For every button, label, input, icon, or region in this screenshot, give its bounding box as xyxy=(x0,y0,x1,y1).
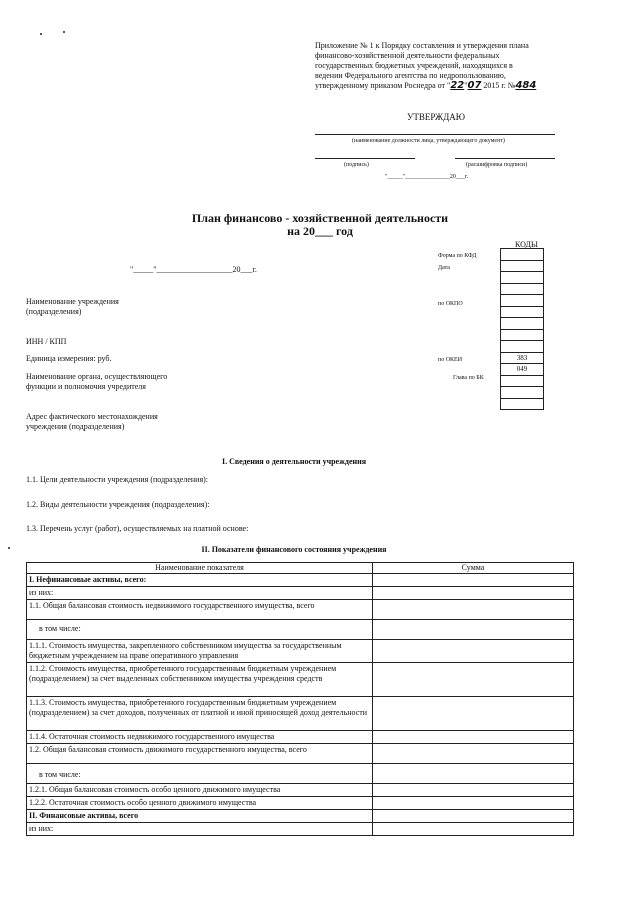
code-cell xyxy=(501,283,544,295)
section2-title: II. Показатели финансового состояния учреждения xyxy=(201,545,387,554)
order-year: 2015 г. № xyxy=(481,81,516,90)
row-label: 1.1.2. Стоимость имущества, приобретенного государственным бюджетным учреждением (подразделением) за счет выделенных собственником имущества учреждения средств xyxy=(27,663,373,697)
okei-label: по ОКЕИ xyxy=(438,357,463,363)
code-okei-cell: 383 xyxy=(501,352,544,364)
organ-line-1: Наименование органа, осуществляющего xyxy=(26,372,168,381)
address-line-1: Адрес фактического местонахождения xyxy=(26,412,158,421)
plan-date-line: "_____"___________________20___г. xyxy=(130,265,257,274)
code-date-cell xyxy=(501,260,544,272)
row-label: 1.1.1. Стоимость имущества, закрепленного собственником имущества за государственным бюджетным учреждением на праве оперативного управления xyxy=(27,640,373,663)
code-cell xyxy=(501,272,544,284)
appendix-line-1: Приложение № 1 к Порядку составления и утверждения плана xyxy=(315,41,529,50)
row-label: 1.1.3. Стоимость имущества, приобретенного государственным бюджетным учреждением (подразделением) за счет доходов, полученных от платной и иной приносящей доход деятельности xyxy=(27,697,373,731)
organ-label xyxy=(26,372,167,392)
institution-label xyxy=(26,297,119,317)
table-row xyxy=(27,600,574,620)
address-line-2: учреждения (подразделения) xyxy=(26,422,125,431)
table-row xyxy=(27,620,574,640)
organ-line-2: функции и полномочия учредителя xyxy=(26,382,146,391)
address-label xyxy=(26,412,158,432)
section1-item-2: 1.2. Виды деятельности учреждения (подразделения): xyxy=(26,500,210,509)
code-cell xyxy=(501,318,544,330)
approve-title: УТВЕРЖДАЮ xyxy=(407,112,466,122)
order-number: 484 xyxy=(515,80,537,91)
scan-speck xyxy=(63,31,65,33)
sum-cell xyxy=(373,764,574,784)
table-row xyxy=(27,823,574,836)
date-label: Дата xyxy=(438,265,450,271)
unit-label: Единица измерения: руб. xyxy=(26,354,112,363)
signature-line xyxy=(315,158,415,159)
sum-cell xyxy=(373,600,574,620)
codes-header: КОДЫ xyxy=(515,240,538,249)
sum-cell xyxy=(373,697,574,731)
appendix-line-5 xyxy=(315,81,615,91)
institution-line-2: (подразделения) xyxy=(26,307,82,316)
row-label: 1.2.1. Общая балансовая стоимость особо ценного движимого имущества xyxy=(27,784,373,797)
inn-label: ИНН / КПП xyxy=(26,337,67,346)
appendix-line-3: государственных бюджетных учреждений, находящихся в xyxy=(315,61,513,70)
appendix-line-2: финансово-хозяйственной деятельности федеральных xyxy=(315,51,500,60)
row-label: 1.2. Общая балансовая стоимость движимого государственного имущества, всего xyxy=(27,744,373,764)
approve-date-line: "_____"_______________20___г. xyxy=(385,174,469,180)
sum-cell xyxy=(373,574,574,587)
row-label: из них: xyxy=(27,587,373,600)
sum-cell xyxy=(373,784,574,797)
sum-cell xyxy=(373,587,574,600)
code-cell xyxy=(501,341,544,353)
row-label: в том числе: xyxy=(27,620,373,640)
table-row xyxy=(27,663,574,697)
table-row xyxy=(27,764,574,784)
row-label: 1.2.2. Остаточная стоимость особо ценного движимого имущества xyxy=(27,797,373,810)
plan-title: План финансово - хозяйственной деятельности xyxy=(191,211,449,225)
sum-cell xyxy=(373,663,574,697)
form-kfd-label: Форма по КФД xyxy=(438,253,477,259)
order-quote: " xyxy=(464,81,468,90)
code-cell xyxy=(501,329,544,341)
scan-speck xyxy=(40,33,42,35)
decoding-caption: (расшифровка подписи) xyxy=(466,162,528,168)
okpo-label: по ОКПО xyxy=(438,301,463,307)
code-okpo-cell xyxy=(501,295,544,307)
order-prefix: утвержденному приказом Роснедра от " xyxy=(315,81,451,90)
row-label: 1.1.4. Остаточная стоимость недвижимого государственного имущества xyxy=(27,731,373,744)
col-name-header: Наименование показателя xyxy=(27,563,373,574)
sum-cell xyxy=(373,640,574,663)
table-row xyxy=(27,587,574,600)
table-row xyxy=(27,640,574,663)
row-label: 1.1. Общая балансовая стоимость недвижимого государственного имущества, всего xyxy=(27,600,373,620)
order-day: 22 xyxy=(450,80,465,91)
codes-table xyxy=(500,248,544,410)
signature-caption: (подпись) xyxy=(344,162,369,168)
bk-label: Глава по БК xyxy=(453,375,484,381)
table-row xyxy=(27,731,574,744)
plan-year: на 20___ год xyxy=(287,224,353,238)
indicators-table xyxy=(26,562,574,836)
row-label: I. Нефинансовые активы, всего: xyxy=(27,574,373,587)
institution-line-1: Наименование учреждения xyxy=(26,297,119,306)
code-bk-cell: 049 xyxy=(501,364,544,376)
table-row xyxy=(27,744,574,764)
col-sum-header: Сумма xyxy=(373,563,574,574)
sum-cell xyxy=(373,797,574,810)
sum-cell xyxy=(373,620,574,640)
row-label: II. Финансовые активы, всего xyxy=(27,810,373,823)
table-row xyxy=(27,574,574,587)
table-row xyxy=(27,784,574,797)
table-row xyxy=(27,797,574,810)
decoding-line xyxy=(455,158,555,159)
code-cell xyxy=(501,398,544,410)
row-label: в том числе: xyxy=(27,764,373,784)
order-month: 07 xyxy=(467,80,482,91)
table-row xyxy=(27,697,574,731)
row-label: из них: xyxy=(27,823,373,836)
sum-cell xyxy=(373,731,574,744)
code-cell xyxy=(501,387,544,399)
table-row xyxy=(27,810,574,823)
code-cell xyxy=(501,375,544,387)
sum-cell xyxy=(373,823,574,836)
code-form-cell xyxy=(501,249,544,261)
position-caption: (наименование должности лица, утверждающего документ) xyxy=(352,138,505,144)
section1-item-3: 1.3. Перечень услуг (работ), осуществляемых на платной основе: xyxy=(26,524,249,533)
section1-item-1: 1.1. Цели деятельности учреждения (подразделения): xyxy=(26,475,209,484)
sum-cell xyxy=(373,810,574,823)
appendix-block xyxy=(315,41,615,91)
position-line xyxy=(315,134,555,135)
appendix-line-4: ведении Федерального агентства по недропользованию, xyxy=(315,71,506,80)
code-cell xyxy=(501,306,544,318)
section1-title: I. Сведения о деятельности учреждения xyxy=(221,457,367,466)
sum-cell xyxy=(373,744,574,764)
